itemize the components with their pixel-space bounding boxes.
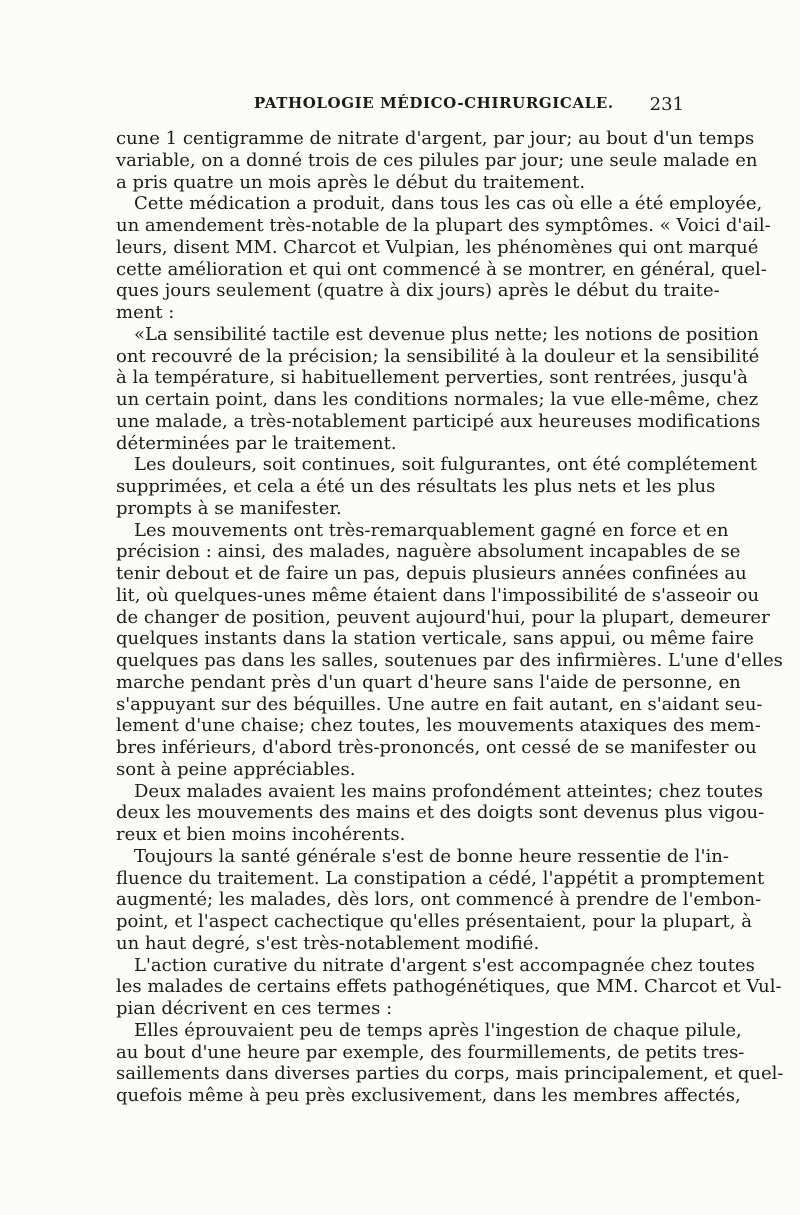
text-line: pian décrivent en ces termes : [116, 998, 393, 1019]
text-line: Deux malades avaient les mains profondément atteintes; chez toutes [134, 780, 763, 802]
text-line: un certain point, dans les conditions normales; la vue elle-même, chez [116, 389, 759, 410]
text-line: fluence du traitement. La constipation a cédé, l'appétit a promptement [116, 867, 765, 889]
running-title: PATHOLOGIE MÉDICO-CHIRURGICALE. [254, 94, 614, 112]
text-line: «La sensibilité tactile est devenue plus nette; les notions de position [134, 323, 759, 345]
text-line: ment : [116, 302, 175, 323]
text-line: Toujours la santé générale s'est de bonne heure ressentie de l'in- [134, 845, 729, 867]
text-line: L'action curative du nitrate d'argent s'est accompagnée chez toutes [134, 954, 755, 976]
text-line: prompts à se manifester. [116, 497, 342, 519]
text-line: un haut degré, s'est très-notablement modifié. [116, 932, 540, 954]
text-line: supprimées, et cela a été un des résultats les plus nets et les plus [116, 476, 716, 497]
text-line: cette amélioration et qui ont commencé à se montrer, en général, quel- [116, 258, 767, 280]
text-line: Les mouvements ont très-remarquablement gagné en force et en [134, 519, 729, 541]
text-line: précision : ainsi, des malades, naguère absolument incapables de se [116, 541, 741, 563]
text-line: déterminées par le traitement. [116, 432, 397, 454]
text-line: deux les mouvements des mains et des doigts sont devenus plus vigou- [116, 802, 765, 824]
text-line: lement d'une chaise; chez toutes, les mouvements ataxiques des mem- [116, 715, 761, 737]
text-line: a pris quatre un mois après le début du traitement. [116, 171, 586, 193]
text-line: variable, on a donné trois de ces pilules par jour; une seule malade en [116, 149, 758, 171]
page-number: 231 [649, 94, 684, 115]
text-line: Elles éprouvaient peu de temps après l'ingestion de chaque pilule, [134, 1019, 742, 1041]
text-line: reux et bien moins incohérents. [116, 824, 406, 845]
body-text [116, 128, 784, 1107]
text-line: de changer de position, peuvent aujourd'hui, pour la plupart, demeurer [116, 606, 770, 628]
text-line: augmenté; les malades, dès lors, ont commencé à prendre de l'embon- [116, 889, 762, 911]
text-line: sont à peine appréciables. [116, 758, 356, 780]
text-line: s'appuyant sur des béquilles. Une autre en fait autant, en s'aidant seu- [116, 693, 763, 715]
text-line: un amendement très-notable de la plupart des symptômes. « Voici d'ail- [116, 215, 771, 236]
text-line: quelques instants dans la station verticale, sans appui, ou même faire [116, 628, 754, 650]
text-line: ques jours seulement (quatre à dix jours) après le début du traite- [116, 280, 720, 302]
text-line: Cette médication a produit, dans tous les cas où elle a été employée, [134, 193, 763, 215]
text-line: quelques pas dans les salles, soutenues par des infirmières. L'une d'elles [116, 650, 783, 671]
text-line: marche pendant près d'un quart d'heure sans l'aide de personne, en [116, 671, 741, 693]
text-line: ont recouvré de la précision; la sensibilité à la douleur et la sensibilité [116, 345, 760, 367]
text-line: les malades de certains effets pathogénétiques, que MM. Charcot et Vul- [116, 976, 782, 998]
text-line: leurs, disent MM. Charcot et Vulpian, les phénomènes qui ont marqué [116, 236, 759, 258]
text-line: quefois même à peu près exclusivement, dans les membres affectés, [116, 1085, 741, 1106]
text-line: saillements dans diverses parties du corps, mais principalement, et quel- [116, 1063, 784, 1085]
text-line: point, et l'aspect cachectique qu'elles présentaient, pour la plupart, à [116, 911, 752, 932]
text-line: Les douleurs, soit continues, soit fulgurantes, ont été complétement [134, 454, 758, 476]
text-line: une malade, a très-notablement participé aux heureuses modifications [116, 410, 761, 432]
running-header [120, 94, 684, 120]
text-line: bres inférieurs, d'abord très-prononcés, ont cessé de se manifester ou [116, 737, 757, 758]
text-line: tenir debout et de faire un pas, depuis plusieurs années confinées au [116, 563, 747, 584]
text-line: cune 1 centigramme de nitrate d'argent, par jour; au bout d'un temps [116, 128, 755, 149]
text-line: au bout d'une heure par exemple, des fourmillements, de petits tres- [116, 1041, 745, 1063]
text-line: lit, où quelques-unes même étaient dans l'impossibilité de s'asseoir ou [116, 584, 760, 606]
text-line: à la température, si habituellement perverties, sont rentrées, jusqu'à [116, 367, 748, 389]
